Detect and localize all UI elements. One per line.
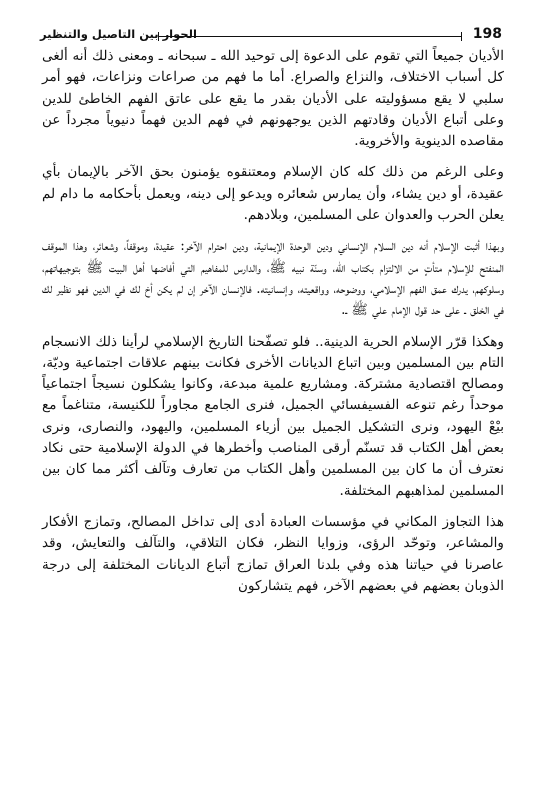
header-rule	[158, 36, 462, 37]
running-title: الحوار بين التاصيل والتنظير	[40, 27, 197, 41]
page-number: 198	[472, 26, 502, 42]
paragraph-3: وبهذا أثبت الإسلام أنه دين السلام الإنساني ودين الوحدة الإيمانية، ودين احترام الآخر: عقيدة، وموقفاً، وشعائر، وهذا الموقف المنفتح للإسلام متأتٍ من الالتزام بكتاب الله، وسنّة نبيه ﷺ، والدارس للمفاهيم التي أفاضها أهل البيت ﷺ بتوجيهاتهم، وسلوكهم، يدرك عمق الفهم الإسلامي، ووضوحه، وواقعيته، وإنسانيته. فالإنسان الآخر إن لم يكن أخ لك في الدين فهو نظير لك في الخلق ـ على حد قول الإمام علي ﷺ ـ.	[42, 238, 504, 319]
paragraph-2: وعلى الرغم من ذلك كله كان الإسلام ومعتنقوه يؤمنون بحق الآخر بالإيمان بأي عقيدة، أو دين يشاء، وأن يمارس شعائره ويدعو إلى دينه، ويعمل بأحكامه ما دام لم يعلن الحرب والعدوان على المسلمين، وبلادهم.	[42, 164, 504, 224]
page-header	[40, 24, 502, 46]
paragraph-5: هذا التجاوز المكاني في مؤسسات العبادة أدى إلى تداخل المصالح، وتمازج الأفكار والمشاعر، وتوحّد الرؤى، وزوايا النظر، فكان التلاقي، والتآلف والتعايش، وقد عاصرنا في حياتنا هذه وفي بلدنا العراق تمازج أتباع الديانات المختلفة إلى درجة الذوبان بعضهم في بعضهم الآخر، فهم يتشاركون	[42, 513, 504, 594]
paragraph-4: وهكذا قرّر الإسلام الحرية الدينية.. فلو تصفّحنا التاريخ الإسلامي لرأينا ذلك الانسجام التام بين المسلمين وبين اتباع الديانات الأخرى فكانت بينهم علاقات اجتماعية وديّة، ومصالح اقتصادية مشتركة. ومشاريع علمية مبدعة، وكانوا يشكلون نسيجاً اجتماعياً موحداً رغم تنوعه الفسيفسائي الجميل، فنرى الجامع مجاوراً للكنيسة، متناغماً مع بيْعْ اليهود، ونرى التشكيل الجميل بين أزياء المسلمين، واليهود، والنصارى، ونرى بعض أهل الكتاب قد تسنّم أرقى المناصب وأخطرها في الدولة الإسلامية حتى نكاد نعترف أن ما كان بين المسلمين وأهل الكتاب من تعارف وتآلف أكثر مما كان بين المسلمين لمذاهبهم المختلفة.	[42, 333, 504, 499]
page-body	[42, 46, 504, 607]
paragraph-1: الأديان جميعاً التي تقوم على الدعوة إلى توحيد الله ـ سبحانه ـ ومعنى ذلك أنه ألغى كل أسباب الاختلاف، والنزاع والصراع. أما ما فهم من صراعات ونزاعات، فهو أمر سلبي لا يقع مسؤوليته على الأديان بقدر ما يقع على عاتق الفهم الخاطئ للدين وعلى أتباع الأديان وقادتهم الذين يوجهونهم في فهم الدين فهماً دنيوياً مجرداً عن مقاصده الدينوية والأخروية.	[42, 48, 504, 150]
